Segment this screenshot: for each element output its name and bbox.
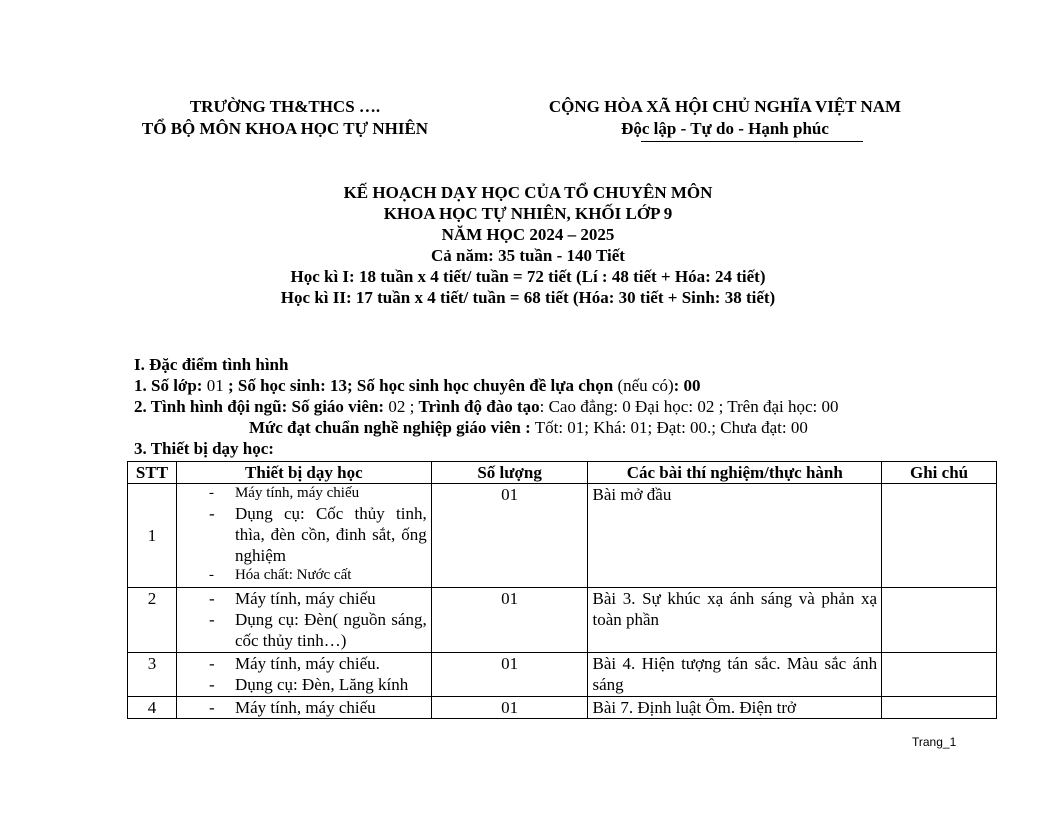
header-lessons: Các bài thí nghiệm/thực hành bbox=[588, 462, 882, 484]
national-header bbox=[520, 96, 930, 140]
equipment-item: - Dụng cụ: Cốc thủy tinh, thìa, đèn cồn, đinh sắt, ống nghiệm bbox=[235, 503, 427, 566]
row-lesson: Bài 4. Hiện tượng tán sắc. Màu sắc ánh sáng bbox=[588, 653, 882, 697]
row-stt: 1 bbox=[128, 484, 177, 588]
standard-value: Tốt: 01; Khá: 01; Đạt: 00.; Chưa đạt: 00 bbox=[530, 418, 808, 437]
row-note bbox=[882, 588, 997, 653]
equipment-item: - Hóa chất: Nước cất bbox=[235, 566, 427, 585]
equipment-item: - Máy tính, máy chiếu. bbox=[235, 653, 427, 674]
row-note bbox=[882, 484, 997, 588]
equipment-item: - Máy tính, máy chiếu bbox=[235, 697, 427, 718]
row-stt: 2 bbox=[128, 588, 177, 653]
table-header-row bbox=[128, 462, 997, 484]
situation-section bbox=[134, 354, 934, 459]
row-quantity: 01 bbox=[431, 484, 588, 588]
school-name: TRƯỜNG TH&THCS …. bbox=[189, 97, 381, 116]
row-lesson: Bài 7. Định luật Ôm. Điện trở bbox=[588, 697, 882, 719]
document-title bbox=[0, 182, 1056, 308]
title-line-1: KẾ HOẠCH DẠY HỌC CỦA TỔ CHUYÊN MÔN bbox=[343, 183, 713, 202]
student-info: ; Số học sinh: 13; Số học sinh học chuyên đề lựa chọn bbox=[227, 376, 614, 395]
standard-label: Mức đạt chuẩn nghề nghiệp giáo viên : bbox=[249, 418, 531, 437]
header-quantity: Số lượng bbox=[431, 462, 588, 484]
school-header bbox=[115, 96, 455, 140]
equipment-item: - Dụng cụ: Đèn, Lăng kính bbox=[235, 674, 427, 695]
row-lesson: Bài 3. Sự khúc xạ ánh sáng và phản xạ toàn phần bbox=[588, 588, 882, 653]
class-label: 1. Số lớp: bbox=[134, 376, 203, 395]
header-equipment: Thiết bị dạy học bbox=[176, 462, 431, 484]
page-number: Trang_1 bbox=[912, 735, 957, 749]
country-name: CỘNG HÒA XÃ HỘI CHỦ NGHĨA VIỆT NAM bbox=[548, 97, 902, 116]
row-quantity: 01 bbox=[431, 588, 588, 653]
staff-info bbox=[134, 396, 934, 417]
row-equipment bbox=[176, 484, 431, 588]
equipment-item: - Dụng cụ: Đèn( nguồn sáng, cốc thủy tinh…) bbox=[235, 609, 427, 651]
equipment-item: - Máy tính, máy chiếu bbox=[235, 588, 427, 609]
row-stt: 4 bbox=[128, 697, 177, 719]
row-equipment bbox=[176, 697, 431, 719]
table-row bbox=[128, 484, 997, 588]
class-count: 01 bbox=[202, 376, 228, 395]
row-quantity: 01 bbox=[431, 653, 588, 697]
equipment-table bbox=[127, 461, 997, 719]
class-info bbox=[134, 375, 934, 396]
equipment-heading: 3. Thiết bị dạy học: bbox=[134, 439, 274, 458]
row-lesson: Bài mở đầu bbox=[588, 484, 882, 588]
title-line-2: KHOA HỌC TỰ NHIÊN, KHỐI LỚP 9 bbox=[383, 204, 673, 223]
title-line-6: Học kì II: 17 tuần x 4 tiết/ tuần = 68 tiết (Hóa: 30 tiết + Sinh: 38 tiết) bbox=[280, 288, 776, 307]
row-note bbox=[882, 697, 997, 719]
header-stt: STT bbox=[128, 462, 177, 484]
header-notes: Ghi chú bbox=[882, 462, 997, 484]
row-equipment bbox=[176, 588, 431, 653]
optional-note: (nếu có) bbox=[613, 376, 674, 395]
department-name: TỔ BỘ MÔN KHOA HỌC TỰ NHIÊN bbox=[141, 119, 429, 138]
title-line-5: Học kì I: 18 tuần x 4 tiết/ tuần = 72 tiết (Lí : 48 tiết + Hóa: 24 tiết) bbox=[290, 267, 766, 286]
row-equipment bbox=[176, 653, 431, 697]
equipment-item: - Máy tính, máy chiếu bbox=[235, 484, 427, 503]
row-stt: 3 bbox=[128, 653, 177, 697]
section-heading: I. Đặc điểm tình hình bbox=[134, 355, 289, 374]
teacher-count: 02 ; bbox=[384, 397, 419, 416]
table-row bbox=[128, 588, 997, 653]
staff-label: 2. Tình hình đội ngũ: Số giáo viên: bbox=[134, 397, 385, 416]
title-line-3: NĂM HỌC 2024 – 2025 bbox=[441, 225, 615, 244]
training-level-value: : Cao đẳng: 0 Đại học: 02 ; Trên đại học: 00 bbox=[539, 397, 839, 416]
training-level-label: Trình độ đào tạo bbox=[418, 397, 540, 416]
row-quantity: 01 bbox=[431, 697, 588, 719]
standard-info bbox=[134, 417, 934, 438]
table-row bbox=[128, 653, 997, 697]
national-motto: Độc lập - Tự do - Hạnh phúc bbox=[621, 119, 829, 138]
table-row bbox=[128, 697, 997, 719]
motto-underline bbox=[641, 141, 863, 142]
title-line-4: Cả năm: 35 tuần - 140 Tiết bbox=[431, 246, 625, 265]
optional-value: : 00 bbox=[673, 376, 701, 395]
row-note bbox=[882, 653, 997, 697]
